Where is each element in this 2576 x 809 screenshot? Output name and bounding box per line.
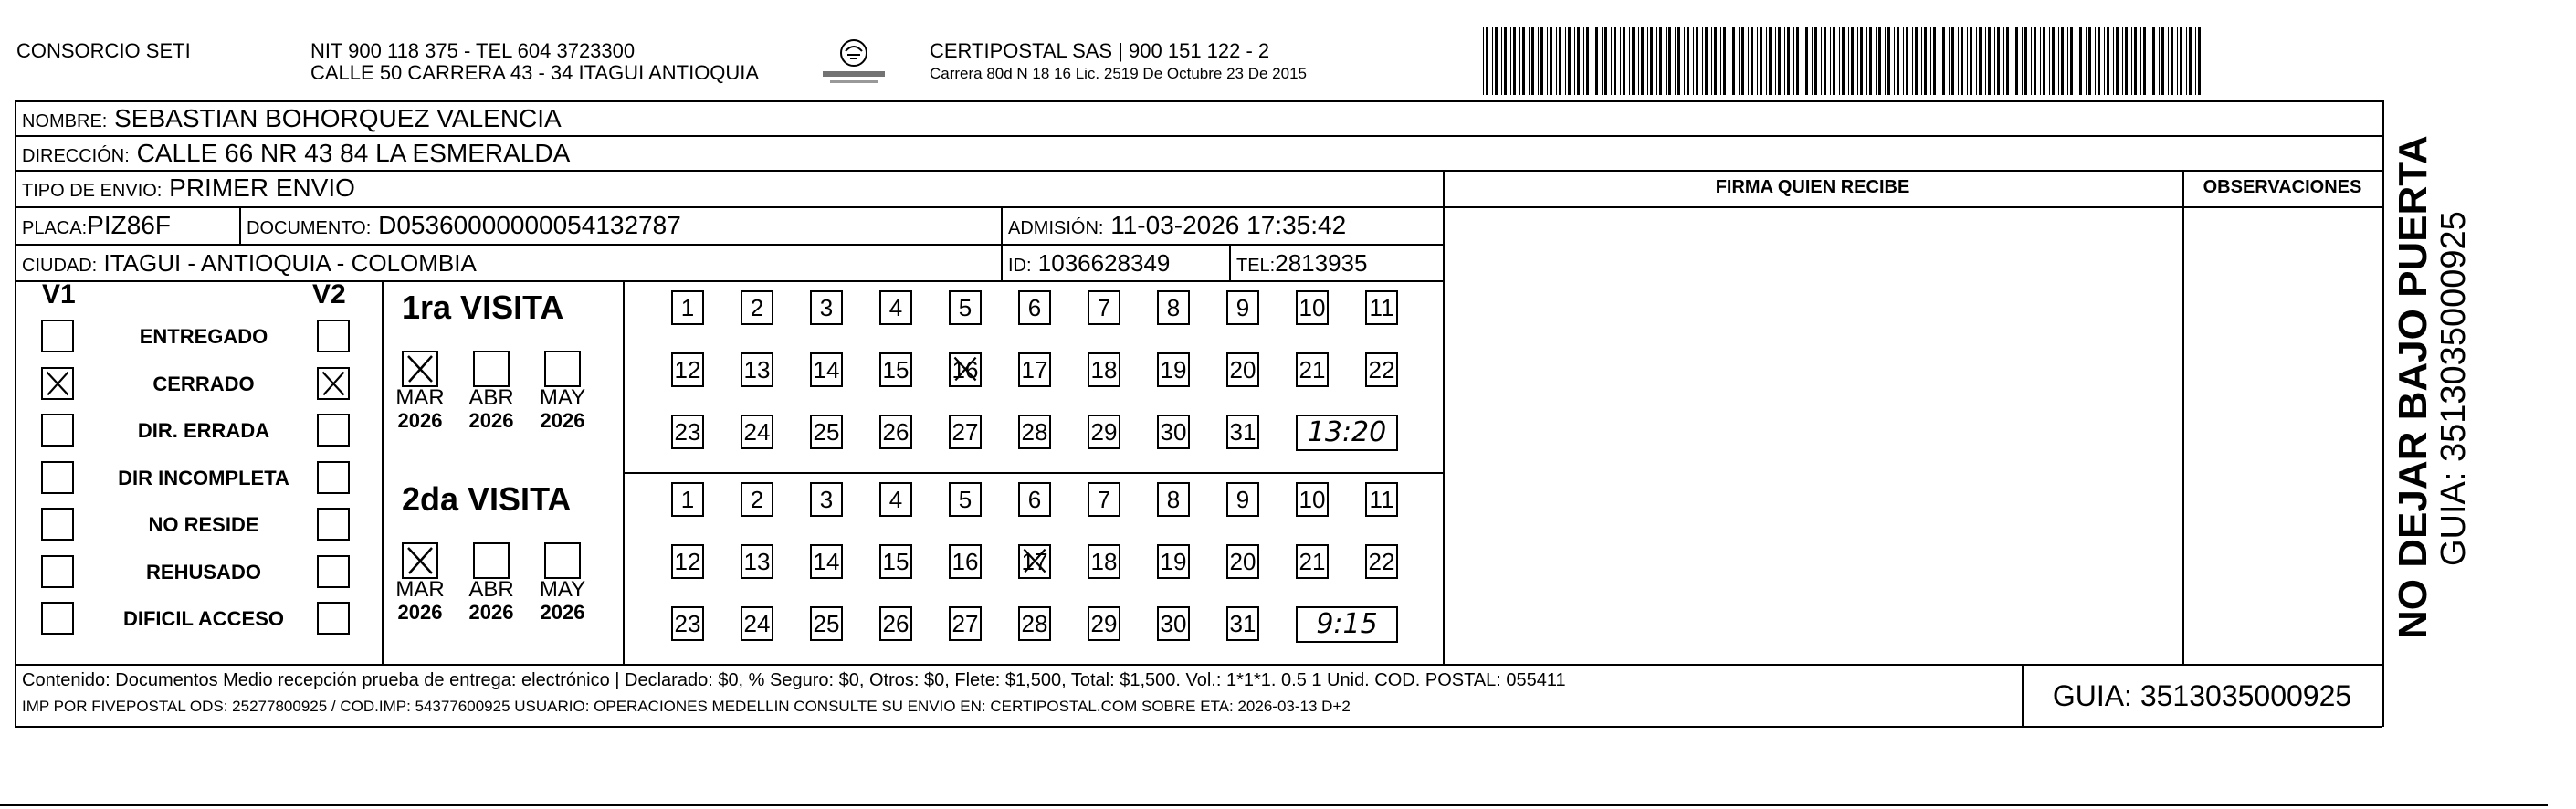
day-number: 23 [674, 418, 701, 446]
day-number: 12 [674, 356, 701, 383]
day-number: 25 [813, 418, 840, 446]
month-checkbox[interactable] [402, 351, 438, 387]
tipo-value: PRIMER ENVIO [169, 173, 355, 202]
v1-checkbox[interactable] [41, 414, 74, 447]
day-box[interactable] [1157, 482, 1190, 517]
day-box[interactable] [1296, 352, 1329, 387]
day-box[interactable] [879, 415, 912, 449]
day-box[interactable] [1018, 544, 1051, 579]
ciudad-row [22, 248, 477, 280]
day-box[interactable] [1157, 415, 1190, 449]
day-box[interactable] [1365, 290, 1398, 325]
company-name: CONSORCIO SETI [16, 39, 191, 62]
footer-divider [15, 664, 2382, 666]
firma-col-left [1443, 170, 1445, 665]
day-box[interactable] [1088, 352, 1120, 387]
day-box[interactable] [879, 482, 912, 517]
frame-top [15, 100, 2382, 102]
v1-checkbox[interactable] [41, 555, 74, 588]
day-number: 22 [1368, 356, 1395, 383]
year-label: 2026 [397, 601, 443, 624]
day-number: 5 [958, 486, 973, 513]
day-box[interactable] [949, 482, 982, 517]
day-number: 5 [958, 294, 973, 321]
day-number: 25 [813, 610, 840, 637]
day-number: 3 [819, 294, 834, 321]
no-dejar-notice: NO DEJAR BAJO PUERTA [2391, 135, 2435, 639]
day-box[interactable] [949, 606, 982, 641]
day-box[interactable] [1296, 290, 1329, 325]
day-box[interactable] [810, 606, 843, 641]
placa-divider [239, 206, 241, 245]
day-box[interactable] [949, 544, 982, 579]
v2-label: V2 [312, 279, 346, 310]
side-guia: GUIA: 3513035000925 [2434, 211, 2473, 566]
day-box[interactable] [1088, 415, 1120, 449]
month-checkbox[interactable] [473, 542, 510, 579]
day-box[interactable] [1226, 415, 1259, 449]
ciudad-value: ITAGUI - ANTIOQUIA - COLOMBIA [103, 249, 477, 277]
day-number: 10 [1299, 294, 1326, 321]
v1-label: V1 [42, 279, 76, 310]
day-box[interactable] [1157, 544, 1190, 579]
day-box[interactable] [741, 415, 773, 449]
day-number: 21 [1299, 548, 1326, 575]
day-number: 29 [1090, 418, 1118, 446]
visit-time: 13:20 [1296, 415, 1398, 451]
month-checkbox[interactable] [473, 351, 510, 387]
day-box[interactable] [741, 606, 773, 641]
tel-value: 2813935 [1275, 249, 1368, 277]
certipostal-line1: CERTIPOSTAL SAS | 900 151 122 - 2 [930, 39, 1270, 62]
day-box[interactable] [1365, 352, 1398, 387]
day-number: 19 [1160, 548, 1187, 575]
day-number: 6 [1027, 294, 1042, 321]
day-box[interactable] [741, 290, 773, 325]
direccion-label: DIRECCIÓN: [22, 146, 130, 166]
visit-divider-v [623, 280, 625, 665]
day-number: 12 [674, 548, 701, 575]
day-number: 7 [1097, 486, 1111, 513]
footer-guia: GUIA: 3513035000925 [2052, 679, 2352, 712]
visit-divider [623, 472, 1444, 474]
certipostal-logo-icon [817, 35, 890, 91]
admision-label: ADMISIÓN: [1008, 218, 1104, 238]
month-label: MAR [395, 385, 445, 410]
day-box[interactable] [671, 606, 704, 641]
day-box[interactable] [810, 482, 843, 517]
footer-line2: IMP POR FIVEPOSTAL ODS: 25277800925 / COD.IMP: 54377600925 USUARIO: OPERACIONES MEDELLIN CONSULTE SU ENVIO EN: CERTIPOSTAL.COM SOBRE ETA: 2026-03-13 D+2 [22, 698, 1351, 715]
barcode-icon [1481, 27, 2207, 95]
day-number: 29 [1090, 610, 1118, 637]
year-label: 2026 [540, 409, 585, 432]
day-box[interactable] [949, 415, 982, 449]
month-label: MAY [539, 385, 586, 410]
tel-label: TEL: [1236, 256, 1276, 276]
month-checkbox[interactable] [544, 542, 581, 579]
day-number: 18 [1090, 548, 1118, 575]
placa-value: PIZ86F [87, 211, 171, 239]
frame-right [2382, 100, 2384, 727]
v2-checkbox[interactable] [317, 555, 350, 588]
year-label: 2026 [468, 409, 514, 432]
day-number: 6 [1027, 486, 1042, 513]
month-checkbox[interactable] [402, 542, 438, 579]
tipo-label: TIPO DE ENVIO: [22, 181, 163, 201]
day-box[interactable] [810, 544, 843, 579]
day-box[interactable] [879, 606, 912, 641]
v1-checkbox[interactable] [41, 508, 74, 541]
admision-value: 11-03-2026 17:35:42 [1110, 211, 1347, 239]
day-box[interactable] [949, 290, 982, 325]
status-divider [382, 280, 384, 665]
day-number: 26 [882, 418, 909, 446]
status-label: DIR. ERRADA [137, 419, 270, 442]
ciudad-label: CIUDAD: [22, 256, 98, 276]
day-number: 13 [743, 356, 771, 383]
month-label: ABR [468, 385, 514, 410]
visit2-title: 2da VISITA [402, 480, 572, 518]
month-label: ABR [468, 577, 514, 602]
day-box[interactable] [1088, 544, 1120, 579]
day-number: 31 [1229, 610, 1256, 637]
day-box[interactable] [1157, 290, 1190, 325]
day-number: 21 [1299, 356, 1326, 383]
day-box[interactable] [741, 482, 773, 517]
day-box[interactable] [1157, 352, 1190, 387]
day-number: 27 [952, 418, 979, 446]
id-row [1008, 248, 1170, 280]
frame-bottom [15, 726, 2382, 728]
day-number: 7 [1097, 294, 1111, 321]
month-checkbox[interactable] [544, 351, 581, 387]
day-number: 15 [882, 356, 909, 383]
v2-checkbox[interactable] [317, 414, 350, 447]
day-number: 3 [819, 486, 834, 513]
day-box[interactable] [1018, 290, 1051, 325]
day-number: 9 [1235, 486, 1250, 513]
day-number: 4 [888, 486, 903, 513]
status-label: ENTREGADO [139, 325, 268, 348]
day-number: 30 [1160, 610, 1187, 637]
day-number: 24 [743, 418, 771, 446]
day-box[interactable] [1365, 482, 1398, 517]
day-number: 22 [1368, 548, 1395, 575]
day-box[interactable] [671, 352, 704, 387]
day-number: 28 [1021, 418, 1048, 446]
visit-time: 9:15 [1296, 606, 1398, 643]
day-number: 10 [1299, 486, 1326, 513]
day-box[interactable] [671, 482, 704, 517]
day-box[interactable] [1018, 606, 1051, 641]
v1-checkbox[interactable] [41, 461, 74, 494]
v2-checkbox[interactable] [317, 320, 350, 352]
day-box[interactable] [810, 415, 843, 449]
row-divider [15, 206, 2382, 208]
day-number: 4 [888, 294, 903, 321]
nombre-label: NOMBRE: [22, 111, 108, 131]
day-number: 9 [1235, 294, 1250, 321]
address-line: CALLE 50 CARRERA 43 - 34 ITAGUI ANTIOQUIA [310, 61, 760, 84]
day-box[interactable] [1365, 544, 1398, 579]
day-number: 16 [952, 548, 979, 575]
year-label: 2026 [397, 409, 443, 432]
day-number: 8 [1166, 486, 1181, 513]
day-box[interactable] [810, 290, 843, 325]
day-number: 2 [750, 294, 764, 321]
day-box[interactable] [1226, 544, 1259, 579]
day-number: 17 [1021, 356, 1048, 383]
day-box[interactable] [741, 544, 773, 579]
year-label: 2026 [468, 601, 514, 624]
frame-left [15, 100, 16, 727]
month-label: MAR [395, 577, 445, 602]
status-label: CERRADO [152, 372, 255, 395]
day-box[interactable] [879, 290, 912, 325]
day-box[interactable] [1088, 606, 1120, 641]
day-number: 30 [1160, 418, 1187, 446]
nombre-value: SEBASTIAN BOHORQUEZ VALENCIA [114, 104, 562, 132]
v2-checkbox[interactable] [317, 461, 350, 494]
day-number: 14 [813, 356, 840, 383]
v2-checkbox[interactable] [317, 602, 350, 635]
day-number: 1 [680, 294, 695, 321]
firma-header: FIRMA QUIEN RECIBE [1715, 177, 1910, 197]
day-box[interactable] [1226, 290, 1259, 325]
observaciones-header: OBSERVACIONES [2203, 177, 2362, 197]
day-box[interactable] [671, 290, 704, 325]
v2-checkbox[interactable] [317, 367, 350, 400]
day-box[interactable] [1226, 606, 1259, 641]
tipo-row [22, 173, 355, 205]
v1-checkbox[interactable] [41, 602, 74, 635]
status-label: REHUSADO [146, 560, 261, 583]
documento-label: DOCUMENTO: [247, 218, 372, 238]
day-number: 27 [952, 610, 979, 637]
day-check-mark [1020, 546, 1049, 577]
day-number: 23 [674, 610, 701, 637]
status-label: NO RESIDE [148, 513, 259, 536]
tear-line [0, 804, 2548, 806]
certipostal-line2: Carrera 80d N 18 16 Lic. 2519 De Octubre 23 De 2015 [930, 65, 1307, 82]
day-box[interactable] [949, 352, 982, 387]
direccion-row [22, 139, 570, 171]
obs-col-left [2182, 170, 2184, 665]
day-box[interactable] [810, 352, 843, 387]
placa-row [22, 211, 171, 243]
v1-checkbox[interactable] [41, 367, 74, 400]
day-box[interactable] [741, 352, 773, 387]
status-label: DIFICIL ACCESO [122, 607, 284, 630]
day-box[interactable] [1018, 482, 1051, 517]
day-number: 1 [680, 486, 695, 513]
v2-checkbox[interactable] [317, 508, 350, 541]
day-box[interactable] [671, 544, 704, 579]
documento-row [247, 211, 681, 243]
day-box[interactable] [1226, 352, 1259, 387]
day-number: 24 [743, 610, 771, 637]
day-box[interactable] [1296, 482, 1329, 517]
day-number: 8 [1166, 294, 1181, 321]
day-box[interactable] [879, 352, 912, 387]
day-box[interactable] [1226, 482, 1259, 517]
day-box[interactable] [1088, 482, 1120, 517]
year-label: 2026 [540, 601, 585, 624]
nombre-row [22, 104, 562, 136]
placa-label: PLACA: [22, 218, 88, 238]
status-label: DIR INCOMPLETA [118, 466, 289, 489]
day-box[interactable] [1018, 352, 1051, 387]
visit1-title: 1ra VISITA [402, 289, 564, 326]
day-number: 16 [952, 356, 979, 383]
id-value: 1036628349 [1037, 249, 1171, 277]
day-box[interactable] [671, 415, 704, 449]
admision-divider [1001, 206, 1003, 281]
tel-divider [1229, 244, 1231, 281]
day-number: 14 [813, 548, 840, 575]
day-number: 20 [1229, 548, 1256, 575]
day-box[interactable] [1157, 606, 1190, 641]
day-number: 18 [1090, 356, 1118, 383]
day-check-mark [951, 354, 980, 385]
id-label: ID: [1008, 256, 1032, 276]
day-box[interactable] [879, 544, 912, 579]
day-number: 19 [1160, 356, 1187, 383]
day-box[interactable] [1018, 415, 1051, 449]
day-number: 11 [1369, 294, 1394, 321]
day-number: 31 [1229, 418, 1256, 446]
direccion-value: CALLE 66 NR 43 84 LA ESMERALDA [136, 139, 571, 167]
day-number: 17 [1021, 548, 1048, 575]
day-number: 2 [750, 486, 764, 513]
day-number: 26 [882, 610, 909, 637]
tel-row [1236, 248, 1367, 280]
nit-line: NIT 900 118 375 - TEL 604 3723300 [310, 39, 636, 62]
day-box[interactable] [1088, 290, 1120, 325]
month-label: MAY [539, 577, 586, 602]
footer-line1: Contenido: Documentos Medio recepción prueba de entrega: electrónico | Declarado: $0, % Seguro: $0, Otros: $0, Flete: $1,500, Total: $1,500. Vol.: 1*1*1. 0.5 1 Unid. COD. POSTAL: 055411 [22, 670, 1566, 690]
day-box[interactable] [1296, 544, 1329, 579]
admision-row [1008, 211, 1346, 243]
day-number: 15 [882, 548, 909, 575]
day-number: 20 [1229, 356, 1256, 383]
documento-value: D05360000000054132787 [378, 211, 681, 239]
day-number: 28 [1021, 610, 1048, 637]
day-number: 13 [743, 548, 771, 575]
v1-checkbox[interactable] [41, 320, 74, 352]
day-number: 11 [1369, 486, 1394, 513]
